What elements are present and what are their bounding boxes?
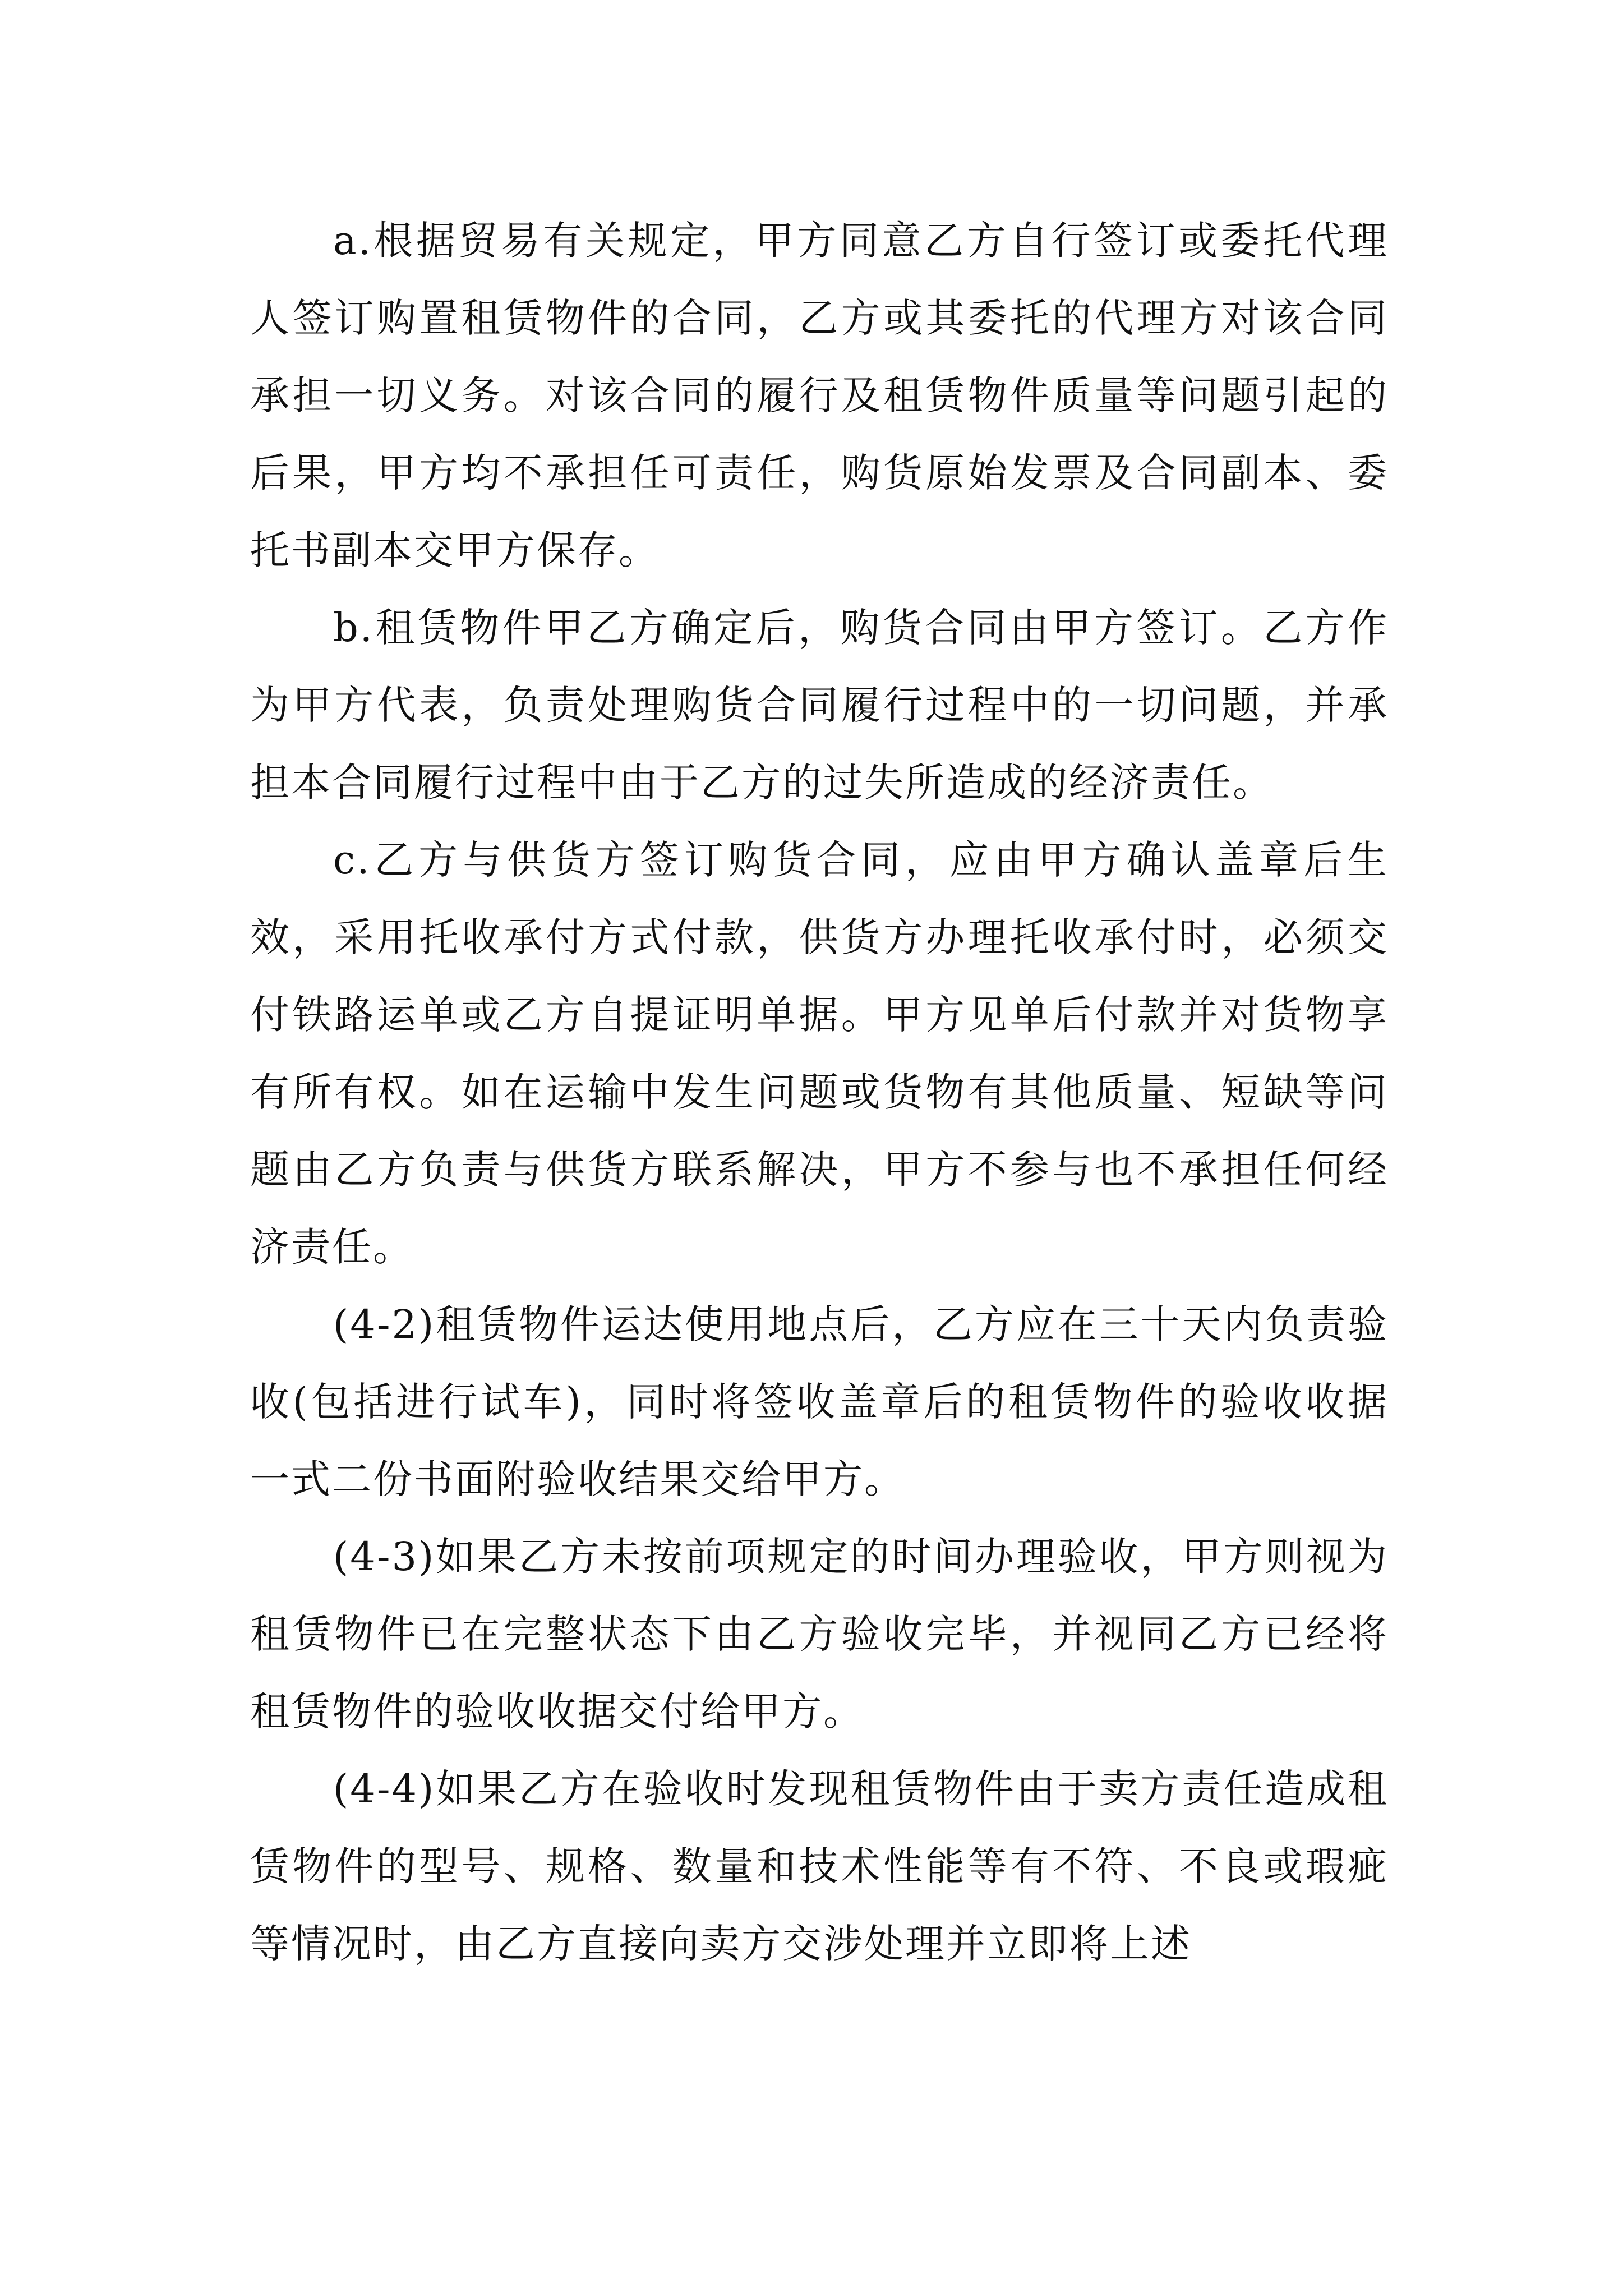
paragraph-clause-4-4: (4-4)如果乙方在验收时发现租赁物件由于卖方责任造成租赁物件的型号、规格、数量和技术性能等有不符、不良或瑕疵等情况时，由乙方直接向卖方交涉处理并立即将上述 [250, 1766, 1389, 1967]
paragraph-clause-b: b.租赁物件甲乙方确定后，购货合同由甲方签订。乙方作为甲方代表，负责处理购货合同履行过程中的一切问题，并承担本合同履行过程中由于乙方的过失所造成的经济责任。 [250, 605, 1389, 806]
paragraph-clause-4-3: (4-3)如果乙方未按前项规定的时间办理验收，甲方则视为租赁物件已在完整状态下由乙方验收完毕，并视同乙方已经将租赁物件的验收收据交付给甲方。 [250, 1534, 1389, 1734]
paragraph-clause-c: c.乙方与供货方签订购货合同，应由甲方确认盖章后生效，采用托收承付方式付款，供货方办理托收承付时，必须交付铁路运单或乙方自提证明单据。甲方见单后付款并对货物享有所有权。如在运输中发生问题或货物有其他质量、短缺等问题由乙方负责与供货方联系解决，甲方不参与也不承担任何经济责任。 [250, 837, 1389, 1270]
document-body [250, 202, 1389, 1982]
paragraph-clause-4-2: (4-2)租赁物件运达使用地点后，乙方应在三十天内负责验收(包括进行试车)，同时将签收盖章后的租赁物件的验收收据一式二份书面附验收结果交给甲方。 [250, 1301, 1389, 1502]
paragraph-clause-a: a.根据贸易有关规定，甲方同意乙方自行签订或委托代理人签订购置租赁物件的合同，乙方或其委托的代理方对该合同承担一切义务。对该合同的履行及租赁物件质量等问题引起的后果，甲方均不承担任可责任，购货原始发票及合同副本、委托书副本交甲方保存。 [250, 218, 1389, 573]
